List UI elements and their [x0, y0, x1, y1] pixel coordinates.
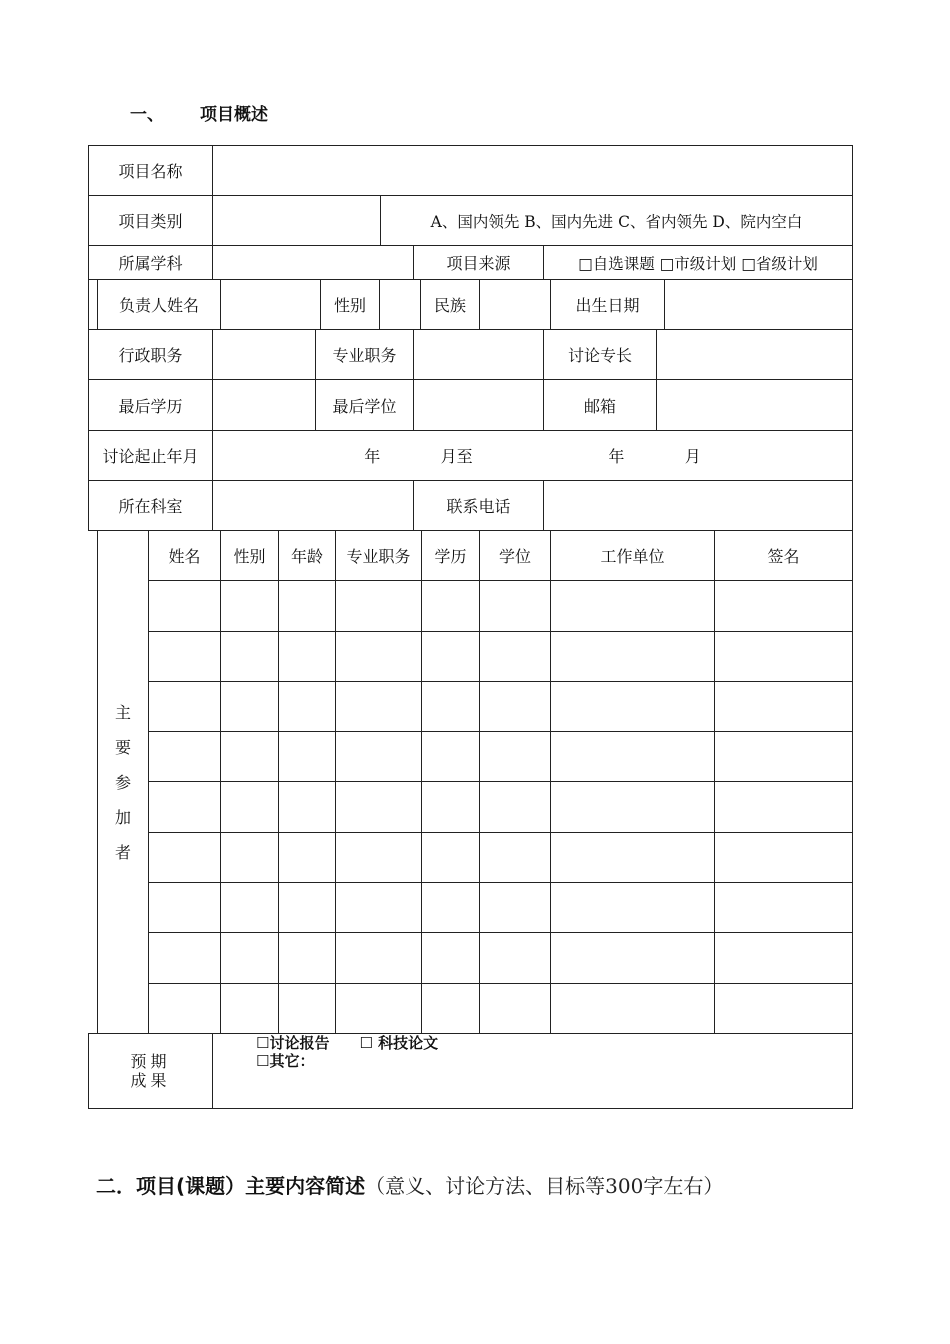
- table-line: [88, 1108, 853, 1109]
- professional-title-label: 专业职务: [332, 346, 397, 365]
- education-label: 最后学历: [118, 396, 183, 416]
- column-header-signature: 签名: [767, 547, 800, 566]
- column-header-workplace: 工作单位: [600, 547, 665, 566]
- participants-side-char: 参: [114, 772, 131, 792]
- outcomes-label-line1: 预期: [130, 1052, 171, 1071]
- section2-heading: [96, 1170, 723, 1199]
- outcomes-options: [256, 1034, 438, 1070]
- section2-title: 二．项目(课题）主要内容简述: [96, 1174, 366, 1198]
- department-label: 所在科室: [118, 497, 183, 516]
- department-field[interactable]: [213, 481, 413, 530]
- phone-field[interactable]: [544, 481, 852, 530]
- leader-name-field[interactable]: [221, 280, 320, 329]
- table-line: [479, 530, 480, 1033]
- section1-number: 一、: [130, 105, 164, 125]
- period-value: 年 月至 年 月: [364, 447, 701, 466]
- table-line: [714, 530, 715, 1033]
- gender-label: 性别: [333, 296, 366, 315]
- section1-title: 项目概述: [200, 105, 268, 125]
- project-name-label: 项目名称: [118, 162, 183, 181]
- table-line: [335, 530, 336, 1033]
- birth-date-field[interactable]: [665, 280, 852, 329]
- section2-note: （意义、讨论方法、目标等300字左右）: [365, 1174, 724, 1198]
- column-header-gender: 性别: [233, 547, 266, 566]
- participants-side-char: 加: [114, 807, 131, 827]
- table-line: [148, 983, 853, 984]
- column-header-age: 年龄: [290, 547, 323, 566]
- table-line: [148, 882, 853, 883]
- project-category-options[interactable]: A、国内领先 B、国内先进 C、省内领先 D、院内空白: [430, 212, 803, 231]
- table-line: [852, 145, 853, 1109]
- specialty-field[interactable]: [657, 330, 852, 379]
- column-header-degree: 学位: [498, 547, 531, 566]
- period-label: 讨论起止年月: [102, 447, 199, 466]
- discipline-label: 所属学科: [118, 254, 183, 273]
- table-line: [148, 530, 149, 1033]
- column-header-education: 学历: [434, 547, 467, 566]
- table-line: [421, 530, 422, 1033]
- table-line: [148, 580, 853, 581]
- participants-side-char: 要: [114, 737, 131, 757]
- table-line: [550, 530, 551, 1033]
- table-line: [148, 731, 853, 732]
- email-label: 邮箱: [583, 396, 616, 416]
- professional-title-field[interactable]: [414, 330, 543, 379]
- outcomes-label: [89, 1034, 212, 1108]
- email-field[interactable]: [657, 380, 852, 430]
- project-category-field[interactable]: [213, 196, 380, 245]
- leader-name-label: 负责人姓名: [118, 296, 199, 315]
- period-field[interactable]: [213, 431, 852, 480]
- birth-date-label: 出生日期: [575, 296, 640, 315]
- gender-field[interactable]: [380, 280, 420, 329]
- table-line: [212, 1033, 213, 1108]
- phone-label: 联系电话: [446, 497, 511, 516]
- outcome-report-checkbox[interactable]: ☐讨论报告: [256, 1034, 330, 1052]
- table-line: [220, 530, 221, 1033]
- table-line: [148, 832, 853, 833]
- participants-side-label: [98, 532, 148, 1032]
- participants-side-char: 者: [114, 842, 131, 862]
- admin-position-label: 行政职务: [118, 346, 183, 365]
- table-line: [278, 530, 279, 1033]
- column-header-name: 姓名: [168, 547, 201, 566]
- participants-side-char: 主: [114, 702, 131, 722]
- table-line: [148, 781, 853, 782]
- outcomes-label-line2: 成果: [130, 1071, 171, 1090]
- ethnicity-label: 民族: [433, 296, 466, 315]
- ethnicity-field[interactable]: [480, 280, 550, 329]
- degree-label: 最后学位: [332, 396, 397, 416]
- table-line: [148, 681, 853, 682]
- table-line: [148, 631, 853, 632]
- project-name-field[interactable]: [213, 146, 852, 195]
- degree-field[interactable]: [414, 380, 543, 430]
- section1-heading: [130, 100, 268, 125]
- outcome-other-checkbox[interactable]: ☐其它：: [256, 1052, 315, 1070]
- outcome-paper-checkbox[interactable]: ☐ 科技论文: [359, 1034, 439, 1052]
- source-label: 项目来源: [446, 254, 511, 273]
- education-field[interactable]: [213, 380, 315, 430]
- column-header-title: 专业职务: [346, 547, 411, 566]
- discipline-field[interactable]: [213, 246, 413, 279]
- admin-position-field[interactable]: [213, 330, 315, 379]
- specialty-label: 讨论专长: [567, 346, 632, 365]
- table-line: [148, 932, 853, 933]
- source-options[interactable]: □自选课题 □市级计划 □省级计划: [578, 254, 818, 273]
- project-category-label: 项目类别: [118, 212, 183, 231]
